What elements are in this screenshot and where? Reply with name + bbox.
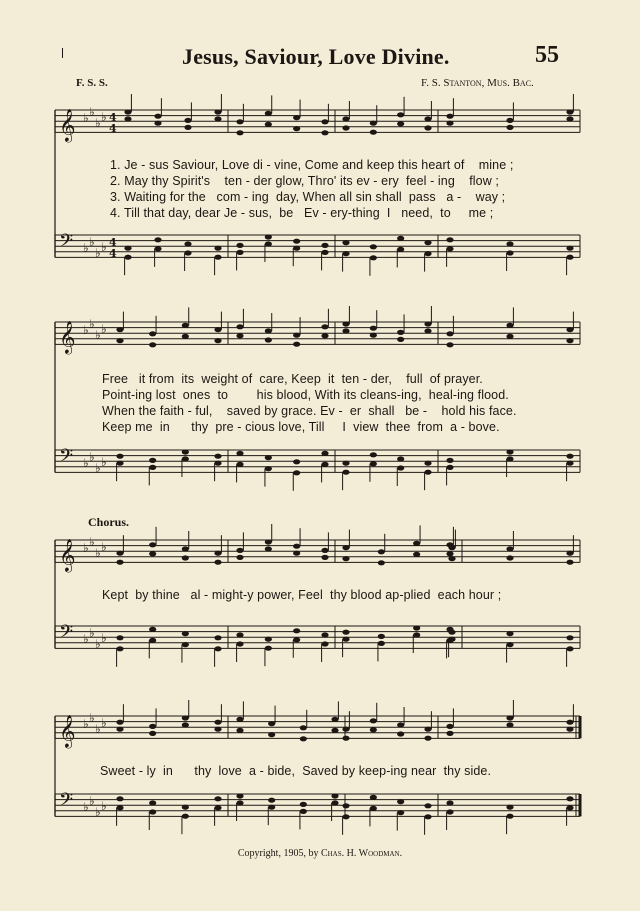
note-head: [116, 327, 123, 332]
note-head: [236, 632, 243, 637]
note-head: [182, 555, 189, 560]
note-head: [397, 722, 404, 727]
note-head: [566, 560, 573, 565]
composer-credit: F. S. Stanton, Mus. Bac.: [421, 77, 534, 89]
treble-clef: 𝄞: [59, 714, 76, 748]
note-head: [506, 449, 513, 454]
note-head: [214, 109, 221, 114]
note-head: [214, 796, 221, 801]
lyricist-credit: F. S. S.: [76, 77, 108, 89]
note-head: [214, 461, 221, 466]
flat-sign: ♭: [83, 241, 89, 255]
hymn-number: 55: [535, 42, 559, 68]
note-head: [397, 337, 404, 342]
note-head: [214, 560, 221, 565]
note-head: [506, 323, 513, 328]
note-head: [236, 728, 243, 733]
note-head: [397, 247, 404, 252]
note-head: [184, 250, 191, 255]
note-head: [566, 551, 573, 556]
note-head: [236, 451, 243, 456]
note-head: [566, 255, 573, 260]
note-head: [446, 724, 453, 729]
flat-sign: ♭: [89, 626, 95, 640]
note-head: [446, 237, 453, 242]
note-head: [413, 552, 420, 557]
flat-sign: ♭: [89, 235, 95, 249]
time-signature: 4: [109, 247, 117, 260]
note-head: [149, 800, 156, 805]
flat-sign: ♭: [95, 722, 101, 736]
note-head: [116, 461, 123, 466]
note-head: [321, 333, 328, 338]
note-head: [342, 116, 349, 121]
note-head: [182, 449, 189, 454]
note-head: [321, 632, 328, 637]
note-head: [342, 814, 349, 819]
note-head: [116, 560, 123, 565]
note-head: [506, 814, 513, 819]
note-head: [370, 452, 377, 457]
note-head: [448, 556, 455, 561]
note-head: [566, 805, 573, 810]
note-head: [321, 243, 328, 248]
note-head: [413, 625, 420, 630]
flat-sign: ♭: [101, 455, 107, 469]
note-head: [265, 328, 272, 333]
note-head: [321, 130, 328, 135]
note-head: [154, 121, 161, 126]
note-head: [293, 470, 300, 475]
note-head: [378, 634, 385, 639]
hymn-title: Jesus, Saviour, Love Divine.: [182, 44, 450, 69]
note-head: [506, 250, 513, 255]
note-head: [424, 240, 431, 245]
flat-sign: ♭: [89, 317, 95, 331]
note-head: [566, 727, 573, 732]
note-head: [214, 338, 221, 343]
note-head: [424, 116, 431, 121]
note-head: [446, 731, 453, 736]
bass-clef: 𝄢: [59, 622, 74, 647]
treble-clef: 𝄞: [59, 538, 76, 572]
note-head: [566, 246, 573, 251]
note-head: [342, 727, 349, 732]
note-head: [446, 465, 453, 470]
flat-sign: ♭: [101, 716, 107, 730]
bass-clef: 𝄢: [59, 446, 74, 471]
note-head: [293, 333, 300, 338]
note-head: [506, 118, 513, 123]
time-signature: 4: [109, 122, 117, 135]
note-head: [413, 632, 420, 637]
note-head: [236, 555, 243, 560]
note-head: [424, 803, 431, 808]
note-head: [182, 334, 189, 339]
flat-sign: ♭: [95, 328, 101, 342]
note-head: [321, 641, 328, 646]
note-head: [321, 462, 328, 467]
note-head: [342, 240, 349, 245]
note-head: [265, 546, 272, 551]
flat-sign: ♭: [83, 800, 89, 814]
verse-1-line-2: Free it from its weight of care, Keep it ten - der, full of prayer.: [102, 372, 483, 386]
note-head: [424, 461, 431, 466]
chorus-line-1: Kept by thine al - might-y power, Feel thy blood ap-plied each hour ;: [102, 588, 502, 602]
note-head: [236, 324, 243, 329]
note-head: [397, 112, 404, 117]
bass-clef: 𝄢: [59, 231, 74, 256]
note-head: [149, 458, 156, 463]
note-head: [300, 725, 307, 730]
note-head: [116, 338, 123, 343]
verse-2-line-1: 2. May thy Spirit's ten - der glow, Thro' its ev - ery feel - ing flow ;: [110, 174, 499, 188]
note-head: [342, 470, 349, 475]
flat-sign: ♭: [83, 323, 89, 337]
note-head: [149, 627, 156, 632]
flat-sign: ♭: [83, 717, 89, 731]
note-head: [321, 548, 328, 553]
note-head: [446, 800, 453, 805]
note-head: [214, 635, 221, 640]
note-head: [446, 638, 453, 643]
note-head: [184, 241, 191, 246]
note-head: [236, 793, 243, 798]
note-head: [342, 556, 349, 561]
note-head: [566, 454, 573, 459]
note-head: [446, 342, 453, 347]
note-head: [413, 541, 420, 546]
verse-2-line-2: Point-ing lost ones to his blood, With its cleans-ing, heal-ing flood.: [102, 388, 509, 402]
note-head: [446, 246, 453, 251]
flat-sign: ♭: [83, 541, 89, 555]
note-head: [149, 542, 156, 547]
note-head: [342, 461, 349, 466]
note-head: [214, 454, 221, 459]
note-head: [300, 802, 307, 807]
note-head: [566, 720, 573, 725]
note-head: [424, 727, 431, 732]
note-head: [370, 806, 377, 811]
note-head: [378, 549, 385, 554]
verse-4-line-1: 4. Till that day, dear Je - sus, be Ev - ery-thing I need, to me ;: [110, 206, 494, 220]
note-head: [424, 736, 431, 741]
note-head: [214, 551, 221, 556]
note-head: [214, 246, 221, 251]
note-head: [236, 462, 243, 467]
note-head: [265, 539, 272, 544]
note-head: [265, 637, 272, 642]
treble-clef: 𝄞: [59, 108, 76, 142]
note-head: [214, 327, 221, 332]
note-head: [446, 627, 453, 632]
note-head: [182, 722, 189, 727]
note-head: [293, 551, 300, 556]
flat-sign: ♭: [89, 535, 95, 549]
note-head: [342, 251, 349, 256]
note-head: [149, 551, 156, 556]
note-head: [154, 237, 161, 242]
note-head: [265, 234, 272, 239]
note-head: [331, 793, 338, 798]
note-head: [342, 321, 349, 326]
note-head: [149, 638, 156, 643]
note-head: [268, 798, 275, 803]
flat-sign: ♭: [95, 637, 101, 651]
bass-clef: 𝄢: [59, 790, 74, 815]
flat-sign: ♭: [101, 322, 107, 336]
note-head: [321, 451, 328, 456]
note-head: [566, 796, 573, 801]
note-head: [370, 244, 377, 249]
flat-sign: ♭: [89, 711, 95, 725]
time-signature: 4: [109, 111, 117, 124]
note-head: [154, 114, 161, 119]
note-head: [293, 544, 300, 549]
note-head: [566, 338, 573, 343]
note-head: [446, 114, 453, 119]
note-head: [370, 333, 377, 338]
note-head: [124, 246, 131, 251]
note-head: [184, 118, 191, 123]
note-head: [446, 121, 453, 126]
note-head: [265, 337, 272, 342]
copyright-holder: Chas. H. Woodman.: [320, 848, 403, 859]
note-head: [370, 727, 377, 732]
flat-sign: ♭: [95, 116, 101, 130]
note-head: [397, 121, 404, 126]
note-head: [397, 731, 404, 736]
note-head: [265, 455, 272, 460]
note-head: [293, 459, 300, 464]
note-head: [293, 628, 300, 633]
note-head: [182, 456, 189, 461]
copyright-prefix: Copyright, 1905, by: [237, 848, 319, 859]
flat-sign: ♭: [83, 111, 89, 125]
note-head: [342, 637, 349, 642]
note-head: [446, 551, 453, 556]
note-head: [124, 116, 131, 121]
note-head: [214, 646, 221, 651]
note-head: [236, 250, 243, 255]
flat-sign: ♭: [95, 546, 101, 560]
note-head: [182, 805, 189, 810]
note-head: [293, 246, 300, 251]
note-head: [446, 809, 453, 814]
note-head: [331, 728, 338, 733]
note-head: [184, 125, 191, 130]
note-head: [116, 720, 123, 725]
flat-sign: ♭: [95, 461, 101, 475]
note-head: [370, 795, 377, 800]
note-head: [116, 635, 123, 640]
flat-sign: ♭: [95, 805, 101, 819]
note-head: [370, 255, 377, 260]
note-head: [116, 454, 123, 459]
note-head: [397, 236, 404, 241]
note-head: [566, 116, 573, 121]
note-head: [378, 641, 385, 646]
note-head: [214, 727, 221, 732]
note-head: [506, 125, 513, 130]
note-head: [149, 809, 156, 814]
verse-1-line-1: 1. Je - sus Saviour, Love di - vine, Come and keep this heart of mine ;: [110, 158, 514, 172]
note-head: [214, 805, 221, 810]
note-head: [124, 255, 131, 260]
note-head: [566, 327, 573, 332]
flat-sign: ♭: [89, 794, 95, 808]
flat-sign: ♭: [89, 105, 95, 119]
note-head: [236, 641, 243, 646]
note-head: [342, 545, 349, 550]
note-head: [397, 330, 404, 335]
note-head: [342, 630, 349, 635]
note-head: [182, 323, 189, 328]
note-head: [236, 243, 243, 248]
flat-sign: ♭: [101, 799, 107, 813]
note-head: [293, 239, 300, 244]
note-head: [506, 642, 513, 647]
note-head: [342, 328, 349, 333]
note-head: [236, 130, 243, 135]
note-head: [378, 560, 385, 565]
note-head: [236, 717, 243, 722]
flat-sign: ♭: [101, 110, 107, 124]
note-head: [268, 805, 275, 810]
note-head: [506, 456, 513, 461]
flat-sign: ♭: [83, 632, 89, 646]
note-head: [116, 551, 123, 556]
note-head: [506, 631, 513, 636]
note-head: [370, 718, 377, 723]
note-head: [331, 717, 338, 722]
note-head: [506, 555, 513, 560]
note-head: [236, 548, 243, 553]
flat-sign: ♭: [101, 540, 107, 554]
note-head: [342, 803, 349, 808]
flat-sign: ♭: [101, 240, 107, 254]
note-head: [321, 250, 328, 255]
note-head: [321, 324, 328, 329]
note-head: [236, 119, 243, 124]
note-head: [265, 111, 272, 116]
verse-3-line-2: When the faith - ful, saved by grace. Ev - er shall be - hold his face.: [102, 404, 517, 418]
note-head: [424, 321, 431, 326]
time-signature: 4: [109, 236, 117, 249]
note-head: [293, 342, 300, 347]
note-head: [446, 542, 453, 547]
note-head: [424, 470, 431, 475]
note-head: [214, 255, 221, 260]
note-head: [116, 727, 123, 732]
note-head: [236, 800, 243, 805]
note-head: [265, 241, 272, 246]
note-head: [370, 461, 377, 466]
note-head: [321, 119, 328, 124]
note-head: [149, 331, 156, 336]
note-head: [182, 642, 189, 647]
note-head: [424, 328, 431, 333]
note-head: [446, 331, 453, 336]
note-head: [300, 809, 307, 814]
verse-4-line-2: Keep me in thy pre - cious love, Till I view thee from a - bove.: [102, 420, 500, 434]
note-head: [116, 796, 123, 801]
note-head: [566, 461, 573, 466]
note-head: [424, 814, 431, 819]
note-head: [265, 466, 272, 471]
note-head: [265, 646, 272, 651]
note-head: [342, 736, 349, 741]
chorus-label: Chorus.: [88, 515, 130, 529]
flat-sign: ♭: [101, 631, 107, 645]
note-head: [182, 814, 189, 819]
note-head: [397, 465, 404, 470]
note-head: [331, 800, 338, 805]
note-head: [149, 724, 156, 729]
note-head: [566, 635, 573, 640]
note-head: [182, 631, 189, 636]
note-head: [370, 121, 377, 126]
flat-sign: ♭: [95, 246, 101, 260]
flat-sign: ♭: [89, 450, 95, 464]
note-head: [214, 720, 221, 725]
note-head: [397, 810, 404, 815]
note-head: [149, 465, 156, 470]
note-head: [182, 546, 189, 551]
note-head: [506, 805, 513, 810]
note-head: [268, 721, 275, 726]
note-head: [268, 732, 275, 737]
note-head: [506, 334, 513, 339]
verse-3-line-1: 3. Waiting for the com - ing day, When all sin shall pass a - way ;: [110, 190, 506, 204]
note-head: [149, 731, 156, 736]
note-head: [506, 715, 513, 720]
note-head: [116, 646, 123, 651]
note-head: [300, 736, 307, 741]
note-head: [370, 326, 377, 331]
treble-clef: 𝄞: [59, 320, 76, 354]
chorus-line-2: Sweet - ly in thy love a - bide, Saved by keep-ing near thy side.: [100, 764, 492, 778]
note-head: [397, 456, 404, 461]
note-head: [236, 333, 243, 338]
copyright-line: [0, 848, 640, 859]
note-head: [446, 458, 453, 463]
note-head: [506, 546, 513, 551]
note-head: [566, 109, 573, 114]
note-head: [293, 637, 300, 642]
note-head: [116, 805, 123, 810]
note-head: [370, 130, 377, 135]
note-head: [214, 116, 221, 121]
note-head: [342, 125, 349, 130]
note-head: [566, 646, 573, 651]
note-head: [424, 251, 431, 256]
note-head: [124, 109, 131, 114]
note-head: [397, 799, 404, 804]
note-head: [506, 722, 513, 727]
note-head: [182, 715, 189, 720]
note-head: [149, 342, 156, 347]
note-head: [424, 125, 431, 130]
note-head: [265, 122, 272, 127]
flat-sign: ♭: [83, 456, 89, 470]
note-head: [506, 241, 513, 246]
note-head: [154, 246, 161, 251]
note-head: [293, 126, 300, 131]
note-head: [293, 115, 300, 120]
note-head: [321, 555, 328, 560]
